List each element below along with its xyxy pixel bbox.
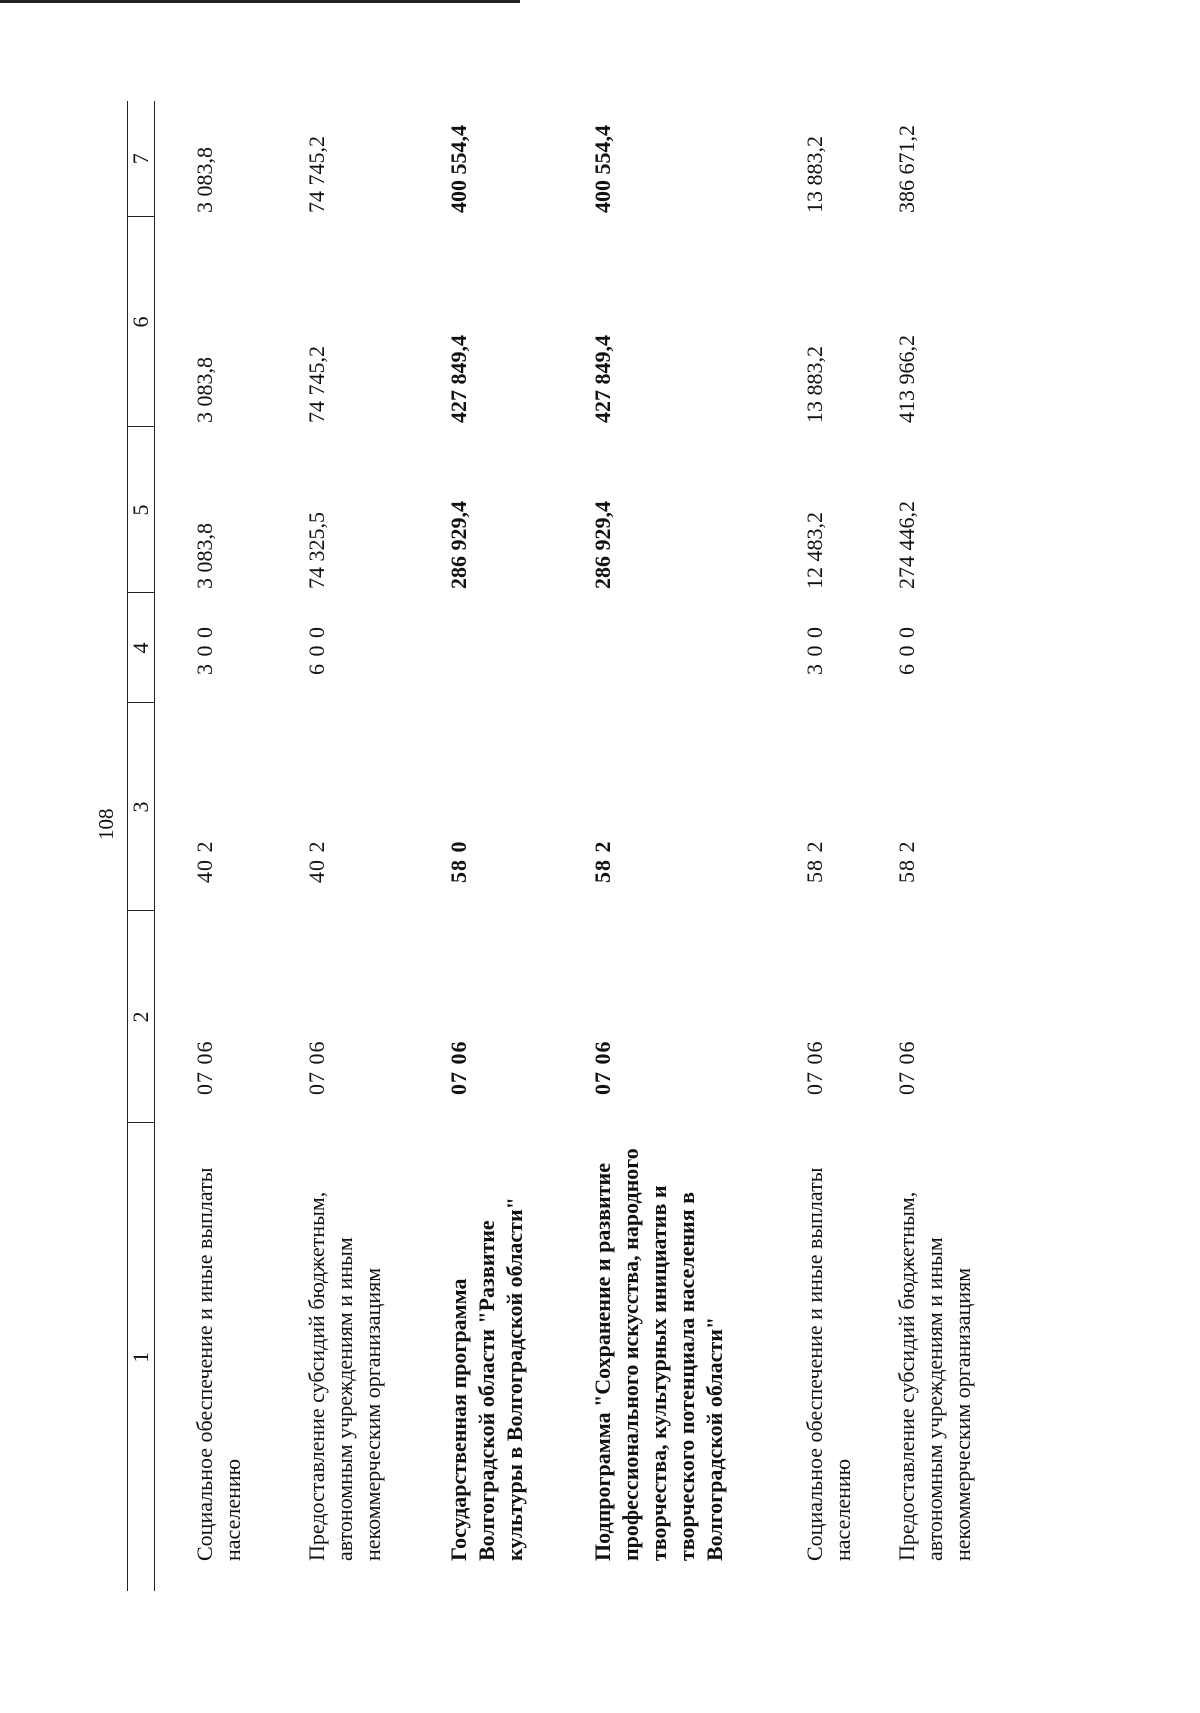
budget-table: [127, 101, 1011, 1591]
table-container: [127, 101, 1159, 1591]
value-col-5: 286 929,4: [446, 501, 471, 589]
value-col-6: 427 849,4: [446, 335, 471, 423]
row-name: Социальное обеспечение и иные выплаты населению: [802, 1167, 855, 1561]
row-name: Предоставление субсидий бюджетным, автономным учреждениям и иным некоммерческим организациям: [304, 1191, 385, 1561]
row-name: Социальное обеспечение и иные выплаты населению: [192, 1167, 245, 1561]
target-code: 58 2: [802, 840, 827, 883]
column-header-4: 4: [128, 593, 155, 703]
table-row: [785, 101, 873, 1591]
value-col-5: 274 446,2: [894, 501, 919, 589]
value-col-7: 74 745,2: [304, 136, 329, 213]
value-col-6: 74 745,2: [304, 346, 329, 423]
row-name: Подпрограмма "Сохранение и развитие профессионального искусства, народного творчества, культурных инициатив и творческого потенциала населения в Волгоградской области": [590, 1148, 727, 1561]
table-row: [423, 101, 569, 1591]
section-code: 07 06: [304, 1040, 329, 1095]
expense-type-code: 6 0 0: [894, 626, 919, 675]
expense-type-code: 3 0 0: [802, 626, 827, 675]
value-col-7: 13 883,2: [802, 136, 827, 213]
page-number: 108: [94, 808, 118, 840]
scan-edge-line: [0, 0, 520, 3]
header-row: [128, 101, 155, 1591]
column-header-1: 1: [128, 1123, 155, 1591]
target-code: 58 2: [894, 840, 919, 883]
target-code: 58 2: [590, 840, 615, 883]
section-code: 07 06: [802, 1040, 827, 1095]
column-header-3: 3: [128, 703, 155, 911]
row-name: Государственная программа Волгоградской области "Развитие культуры в Волгоградской области": [446, 1197, 527, 1561]
expense-type-code: 3 0 0: [192, 626, 217, 675]
value-col-5: 286 929,4: [590, 501, 615, 589]
table-row: [279, 101, 423, 1591]
value-col-6: 413 966,2: [894, 335, 919, 423]
column-header-6: 6: [128, 217, 155, 427]
value-col-7: 400 554,4: [590, 125, 615, 213]
target-code: 58 0: [446, 840, 471, 883]
column-header-5: 5: [128, 427, 155, 593]
value-col-5: 74 325,5: [304, 512, 329, 589]
column-header-7: 7: [128, 101, 155, 217]
target-code: 40 2: [192, 840, 217, 883]
column-header-2: 2: [128, 911, 155, 1123]
value-col-5: 12 483,2: [802, 512, 827, 589]
section-code: 07 06: [446, 1040, 471, 1095]
value-col-6: 3 083,8: [192, 357, 217, 423]
value-col-6: 13 883,2: [802, 346, 827, 423]
value-col-7: 400 554,4: [446, 125, 471, 213]
expense-type-code: [569, 593, 785, 703]
section-code: 07 06: [192, 1040, 217, 1095]
expense-type-code: 6 0 0: [304, 626, 329, 675]
section-code: 07 06: [894, 1040, 919, 1095]
value-col-5: 3 083,8: [192, 523, 217, 589]
value-col-6: 427 849,4: [590, 335, 615, 423]
row-name: Предоставление субсидий бюджетным, автономным учреждениям и иным некоммерческим организациям: [894, 1191, 975, 1561]
target-code: 40 2: [304, 840, 329, 883]
table-row: [873, 101, 1011, 1591]
section-code: 07 06: [590, 1040, 615, 1095]
table-row: [569, 101, 785, 1591]
table-row: [155, 101, 280, 1591]
expense-type-code: [423, 593, 569, 703]
value-col-7: 386 671,2: [894, 125, 919, 213]
value-col-7: 3 083,8: [192, 147, 217, 213]
